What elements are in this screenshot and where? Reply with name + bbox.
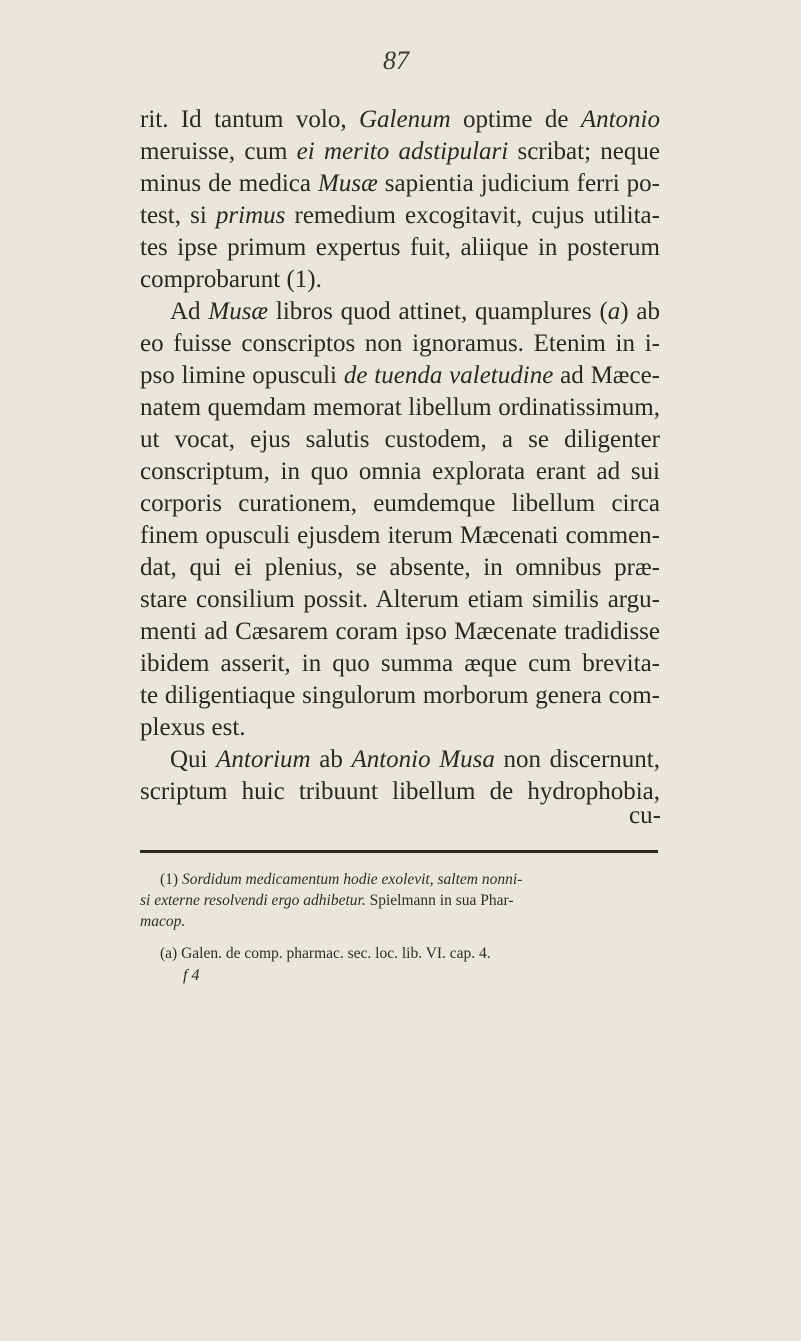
- text-line: meruisse, cum ei merito adstipulari scribat; neque: [140, 138, 660, 165]
- text-line: menti ad Cæsarem coram ipso Mæcenate tradidisse: [140, 618, 660, 645]
- text-line: minus de medica Musæ sapientia judicium ferri po-: [140, 170, 661, 197]
- text-line: comprobarunt (1).: [140, 266, 322, 293]
- text-line: scriptum huic tribuunt libellum de hydrophobia,: [140, 778, 660, 805]
- text-line: ut vocat, ejus salutis custodem, a se diligenter: [140, 426, 660, 453]
- text-line: plexus est.: [140, 714, 246, 741]
- text-line: eo fuisse conscriptos non ignoramus. Etenim in i-: [140, 330, 660, 357]
- footnote-line: si externe resolvendi ergo adhibetur. Spielmann in sua Phar-: [140, 892, 514, 909]
- text-line: te diligentiaque singulorum morborum genera com-: [140, 682, 660, 709]
- text-line: finem opusculi ejusdem iterum Mæcenati commen-: [140, 522, 660, 549]
- catchword: cu-: [629, 802, 661, 829]
- text-line: dat, qui ei plenius, se absente, in omnibus præ-: [140, 554, 660, 581]
- text-line: tes ipse primum expertus fuit, aliique in posterum: [140, 234, 660, 261]
- footnote-rule: [140, 850, 658, 853]
- text-line: pso limine opusculi de tuenda valetudine ad Mæce-: [140, 362, 660, 389]
- text-line: Ad Musæ libros quod attinet, quamplures (a) ab: [170, 298, 661, 325]
- text-line: stare consilium possit. Alterum etiam similis argu-: [140, 586, 660, 613]
- footnote-line: (1) Sordidum medicamentum hodie exolevit, saltem nonni-: [160, 871, 523, 888]
- page-number: 87: [383, 46, 409, 75]
- footnote-line: macop.: [140, 913, 186, 930]
- text-line: Qui Antorium ab Antonio Musa non discernunt,: [170, 746, 660, 773]
- footnote-line: (a) Galen. de comp. pharmac. sec. loc. lib. VI. cap. 4.: [160, 945, 491, 962]
- text-line: conscriptum, in quo omnia explorata erant ad sui: [140, 458, 660, 485]
- text-line: rit. Id tantum volo, Galenum optime de Antonio: [140, 106, 661, 133]
- text-line: natem quemdam memorat libellum ordinatissimum,: [140, 394, 660, 421]
- text-line: test, si primus remedium excogitavit, cujus utilita-: [140, 202, 660, 229]
- text-line: ibidem asserit, in quo summa æque cum brevita-: [140, 650, 660, 677]
- signature-mark: f 4: [183, 967, 200, 984]
- text-line: corporis curationem, eumdemque libellum circa: [140, 490, 660, 517]
